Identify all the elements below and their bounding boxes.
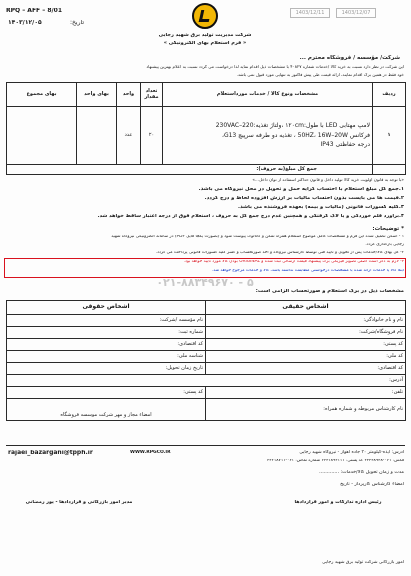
address-field[interactable]: آدرس: [7,375,406,387]
legal-persons-header: اشخاص حقوقی [7,301,206,315]
salutation: شرکت/ مؤسسه / فروشگاه محترم ... [299,55,400,61]
description-line-1: لامپ مهتابی LED با طول:۱۲۰cm ،ولتاژ تغذیه:220–230VAC [215,122,370,130]
postcode-field[interactable]: کد پستی: [7,387,206,399]
legal-registration-number-field[interactable]: شماره ثبت: [7,327,206,339]
note-2: ۲.قیمت ها می بایست بدون احتساب مالیات بر ارزش افزوده لحاظ و درج گردد. [204,196,404,201]
explanation-1: ۱ - اسکن تکمیل شده این فرم و مشخصات کامل موضوع استعلام همراه تمکن و کاتالوگ پیوست شود و (بصورت یکجا فایل PDF) در سامانه الکترونیکی نیروگاه شهید [111,235,404,239]
cell-quantity: ۲۰ [141,107,163,165]
natural-full-name-field[interactable]: نام و نام خانوادگی: [206,315,406,327]
contact-website[interactable]: WWW.RPGCO.IR [130,450,171,455]
note-4: ۴.برآورد قلم خوردگی و یا لاک گرفتگی و همچنین عدم درج جمع کل به حروف ، استعلام فوق از درجه اعتبار ساقط خواهد شد. [97,214,404,219]
date-label: تاریخ: [70,20,84,26]
contact-divider [6,445,405,446]
expert-signature-line: امضاء کارشناس کارپرداز - تاریخ [340,482,404,487]
natural-persons-header: اشخاص حقیقی [206,301,406,315]
contact-address: آدرس: ایذه-کیلومتر ۳۰ جاده اهواز - نیروگاه شهید رجایی [299,450,404,455]
footer-note: امور بازرگانی شرکت تولید برق شهید رجایی [322,560,404,565]
explanation-4: ابتلا کالا یا خدمات ارائه شده با مشخصات درخواستی مطابقت نداشته باشد، کالا و خدمات مرجوع خواهد شد. [211,269,404,273]
header-index: ردیف [373,83,406,107]
intro-line-1: این شرکت در نظر دارد نسبت به خرید کالا /خدمات شماره ۴۰۸۲۷ با مشخصات ذیل اقدام نماید لذا درخواست می گردد نسبت به اعلام بهترین پیشنهاد [146,65,404,69]
note-3: ۳.کلیه کسورات قانونی (مالیات و بیمه) بعهده فروشنده می باشد. [237,205,404,210]
header-quantity: تعداد مقدار [141,83,163,107]
cell-total-price[interactable] [7,107,77,165]
header-total-price: بهای مجموع [7,83,77,107]
header-unit: واحد [117,83,141,107]
intro-line-2: خود فقط در همین برگ اقدام نمایند، ارائه قیمت طی پیش فاکتور به تنهایی مورد قبول نمی باشد. [236,73,404,77]
expert-name-field[interactable]: نام کارشناس مربوطه و شماره همراه: [206,399,406,421]
natural-economic-code-field[interactable]: کد اقتصادی: [206,363,406,375]
explanation-1b: رجایی بارگذاری گردد. [365,243,404,247]
received-stamp-left: 1403/12/11 [290,8,330,18]
received-stamp-right: 1403/12/07 [336,8,376,18]
natural-store-name-field[interactable]: نام فروشگاه/شرکت: [206,327,406,339]
total-in-words-label: جمع کل مبلغ(به حروف): [373,165,406,175]
cell-description [163,107,373,165]
note-1: ۱.جمع کل مبلغ استعلام با احتساب کرایه حمل و تحویل در محل نیروگاه می باشد. [198,187,404,192]
legal-company-name-field[interactable]: نام مؤسسه /شرکت: [7,315,206,327]
items-table [6,82,406,175]
contact-email[interactable]: rajaei_bazargani@tpph.ir [8,450,93,456]
legal-economic-code-field[interactable]: کد اقتصادی: [7,339,206,351]
date-value: ۱۴۰۳/۱۲/۰۵ [8,20,42,26]
company-logo [192,3,218,29]
delivery-time-line: مدت و زمان تحویل کالا/خدمات: ............. [319,470,404,475]
phone-watermark: ۰۲۱-۸۸۳۴۹۶۷۰ - ۵ [156,277,254,289]
explanation-3: ۳- لازم به ذکر است اصلی تصویر فیزیکی برگ پیشنهاد قیمت ارسالی ثبت شده و ORIGINAL بودن کالا مورد تایید خواهد بود. [183,260,404,264]
signature-seal-area: امضاء مجاز و مهر شرکت موسسه فروشگاه [7,399,206,421]
legal-national-id-field[interactable]: شناسه ملی: [7,351,206,363]
form-code: RPQ – AFF – 8/01 [6,8,63,14]
note-0: «با توجه به قانون اولویت خرید کالا تولید داخل و قانون حداکثر استفاده از توان داخل...» [252,178,404,182]
header-unit-price: بهای واحد [77,83,117,107]
cell-unit-price[interactable] [77,107,117,165]
natural-postal-code-field[interactable]: کد پستی: [206,339,406,351]
legal-delivery-date-field[interactable]: تاریخ زمان تحویل: [7,363,206,375]
total-in-words-field[interactable] [7,165,373,175]
description-line-3: درجه حفاظتی IP43 [320,141,370,149]
party-table [6,300,406,421]
cell-unit: عدد [117,107,141,165]
procurement-head-signature: رئیس اداره تدارکات و امور قراردادها [294,500,382,505]
form-title: « فرم استعلام بهای الکترونیکی » [163,41,247,46]
header-description: مشخصات ونوع کالا / خدمات مورداستعلام [163,83,373,107]
contact-phone-fax: فکس: ۰۶۱-۴۳۳۳۸۹۳۸ کد پستی: ۶۴۳۱۸۹۴۱۱۱ شماره تماس: ۰۶۱-۴۳۲۱۸۷۱۱ [266,459,404,463]
explanations-title: * توضیحات: [372,226,404,232]
cell-index: ۱ [373,107,406,165]
explanation-2: ۲- کل بهای کالا/خدمات پس از تحویل و تأیید فنی توسط کارشناس نیروگاه و اخذ صورتحساب و کسر کلیه کسورات قانونی پرداخت می گردد. [155,251,404,255]
source-line: مشخصات ذیل در برگ استعلام و صورتحساب الزامی است: [255,289,404,294]
natural-national-code-field[interactable]: کد ملی: [206,351,406,363]
company-name: شرکت مدیریت تولید برق شهید رجایی [158,33,252,38]
description-line-2: فرکانس 50HZ، 16W–20W ، تغذیه دو طرفه سرپیچ G13، [222,131,370,139]
phone-field[interactable]: تلفن: [206,387,406,399]
commerce-manager-signature: مدیر امور بازرگانی و قراردادها - پور رمضانی [25,500,133,505]
